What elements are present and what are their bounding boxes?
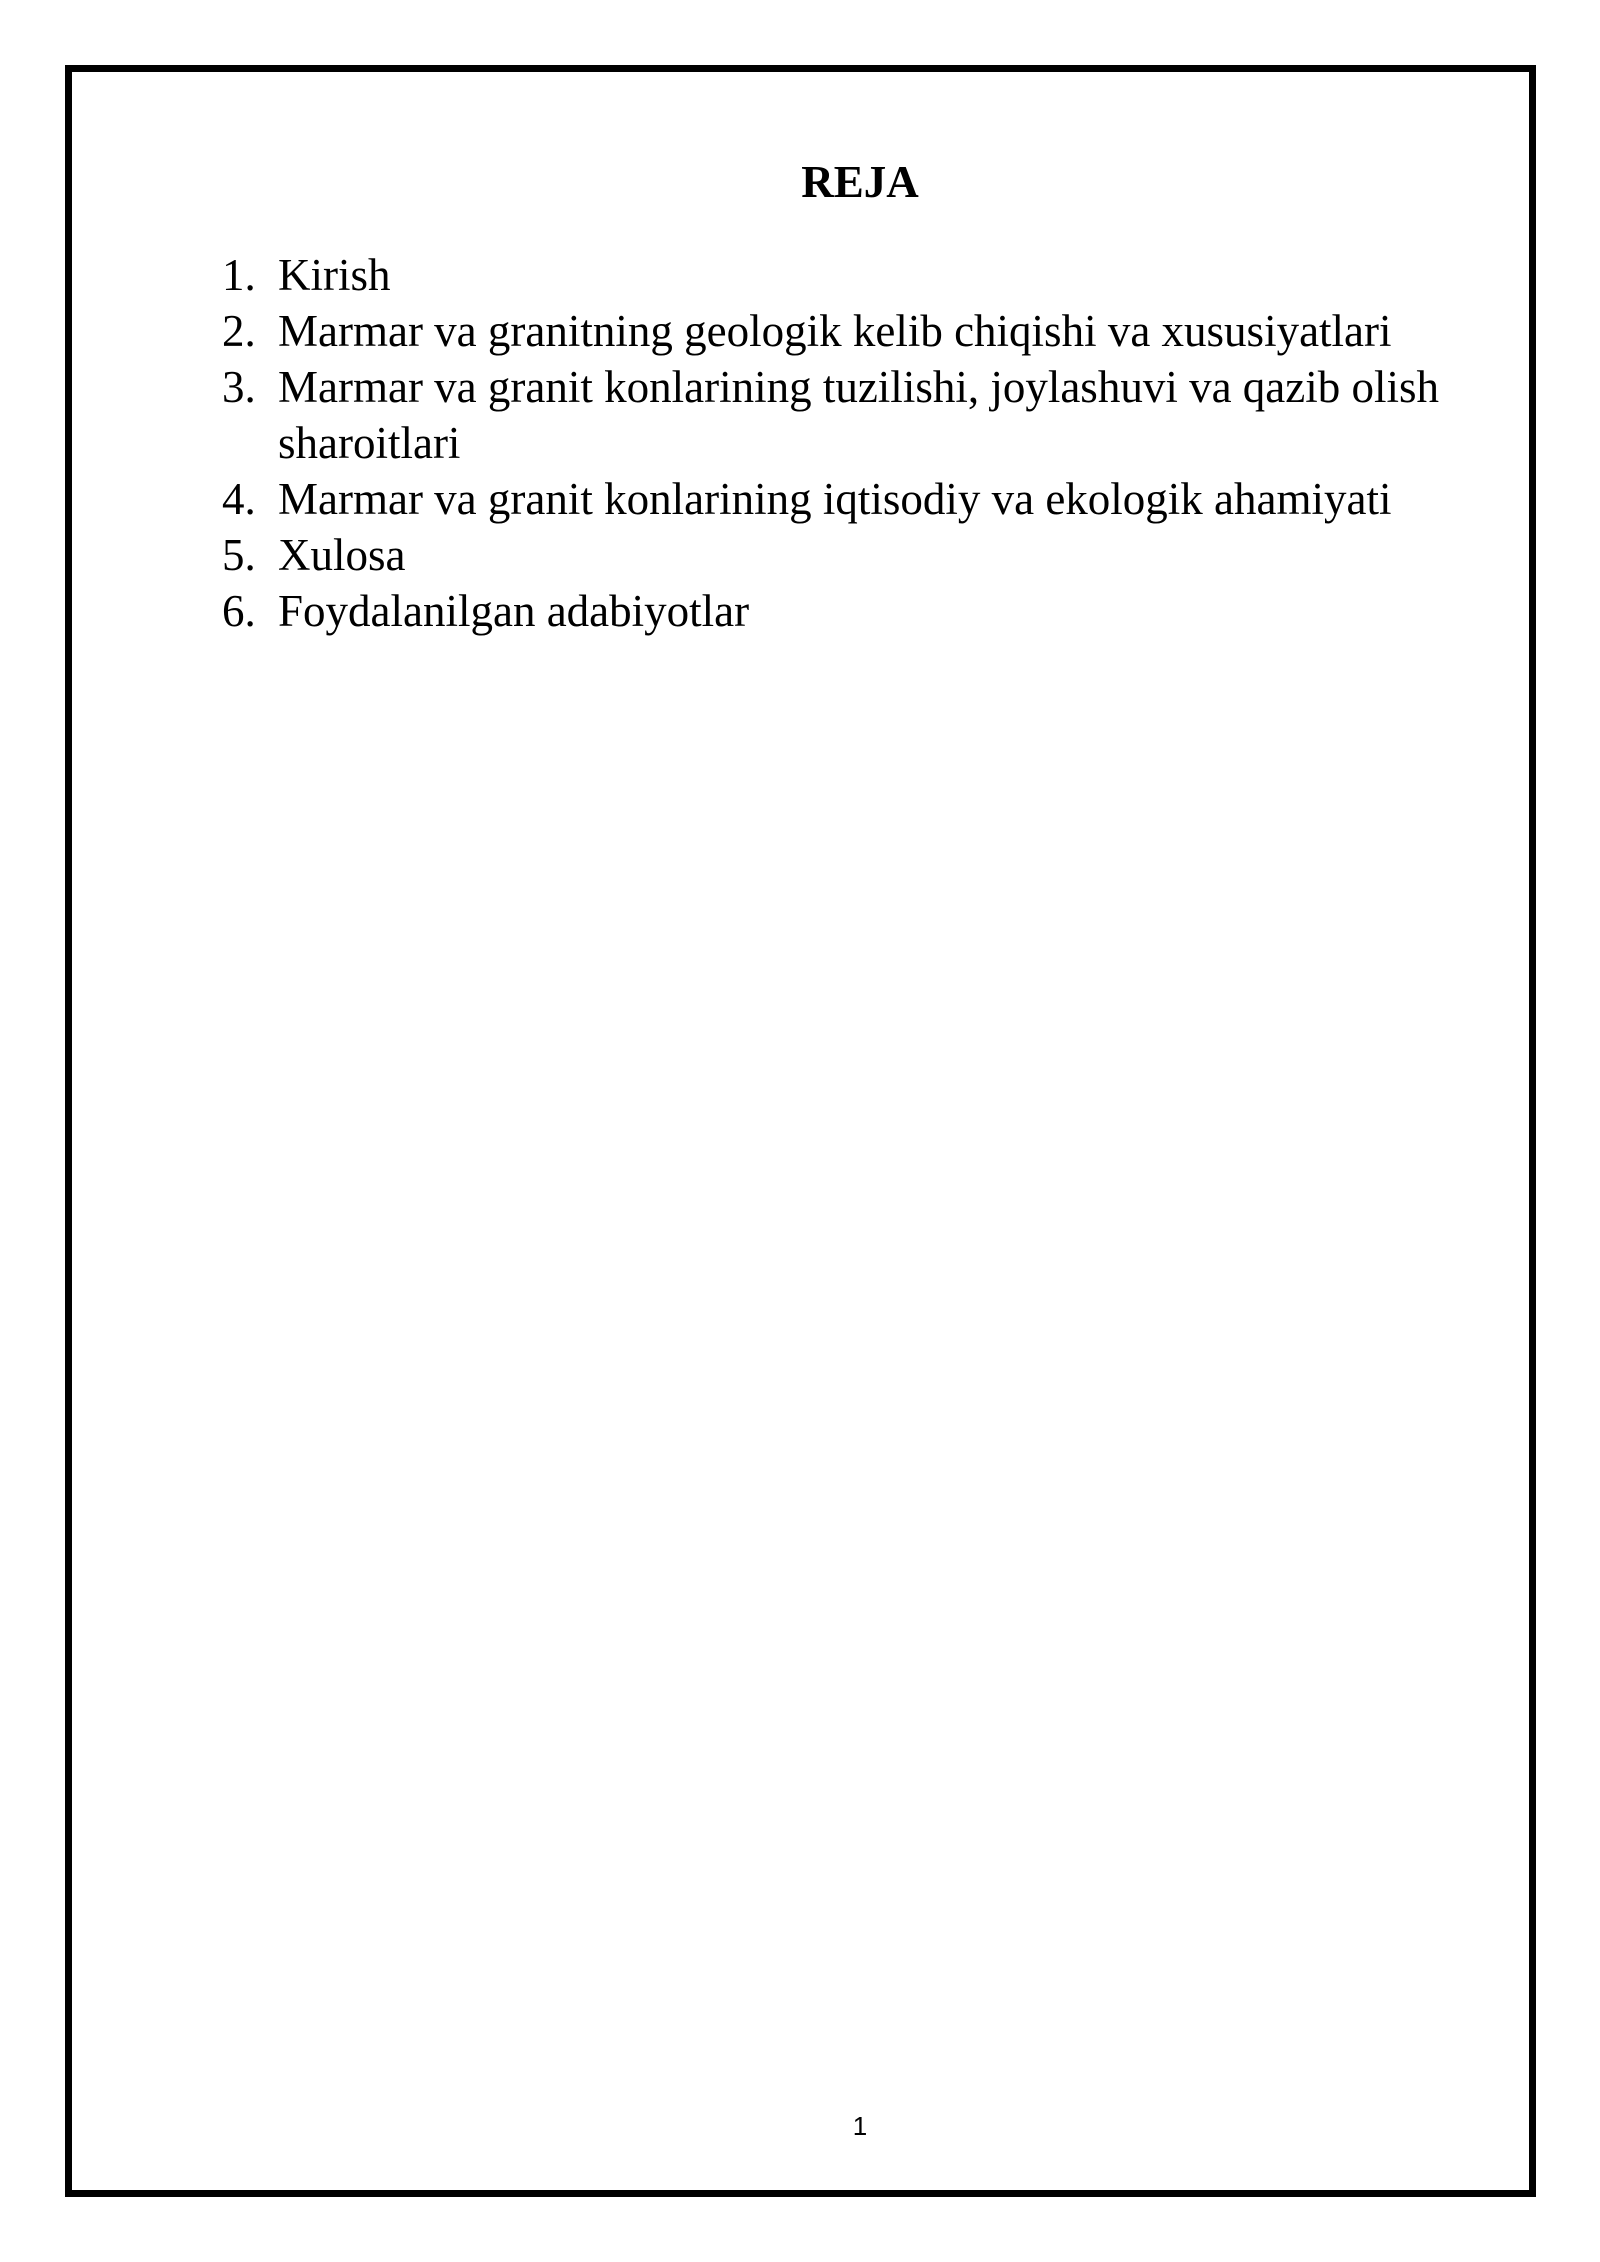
plan-list [222,247,1512,639]
list-item [222,471,1512,527]
list-item-number: 5. [222,530,256,580]
list-item [222,359,1512,471]
page-title: REJA [801,157,919,207]
list-item-text: Foydalanilgan adabiyotlar [278,586,750,636]
list-item-text: Xulosa [278,530,406,580]
list-item-text: Marmar va granit konlarining iqtisodiy va ekologik ahamiyati [278,474,1392,524]
list-item [222,583,1512,639]
list-item-number: 1. [222,250,256,300]
page-number: 1 [852,2111,868,2141]
list-item-number: 4. [222,474,256,524]
list-item [222,527,1512,583]
list-item-number: 3. [222,362,256,412]
list-item-number: 6. [222,586,256,636]
list-item-text: Marmar va granitning geologik kelib chiqishi va xususiyatlari [278,306,1392,356]
list-item [222,247,1512,303]
list-item-text: Marmar va granit konlarining tuzilishi, joylashuvi va qazib olish sharoitlari [278,362,1440,468]
list-item [222,303,1512,359]
list-item-text: Kirish [278,250,391,300]
list-item-number: 2. [222,306,256,356]
